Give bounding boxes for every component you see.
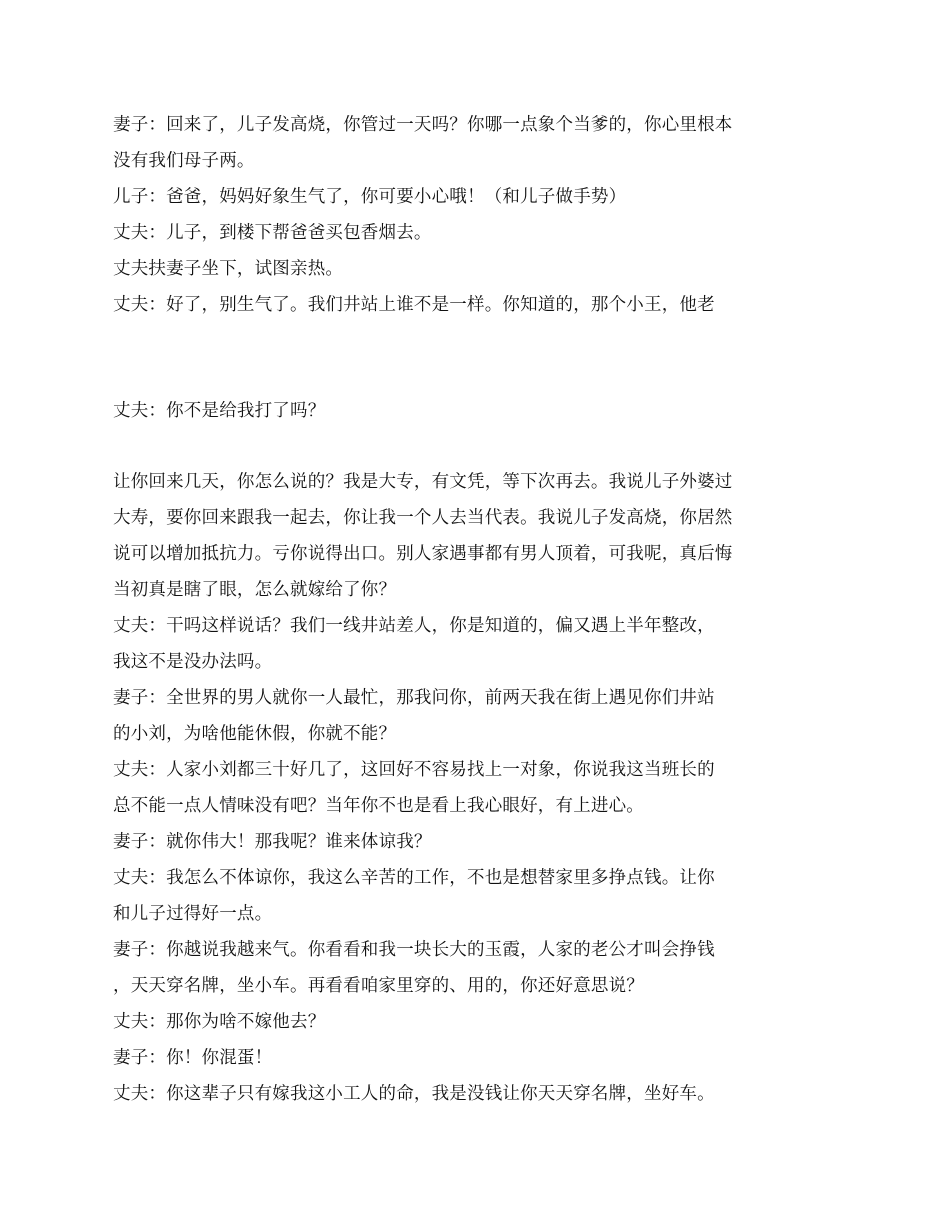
- text-line: 丈夫：你不是给我打了吗？: [113, 401, 326, 421]
- text-line: 当初真是瞎了眼，怎么就嫁给了你？: [113, 580, 397, 600]
- text-line: 妻子：你！你混蛋！: [113, 1048, 273, 1068]
- text-line: 丈夫：我怎么不体谅你，我这么辛苦的工作，不也是想替家里多挣点钱。让你: [113, 868, 715, 888]
- text-line: 妻子：全世界的男人就你一人最忙，那我问你，前两天我在街上遇见你们井站: [113, 688, 715, 708]
- text-line: 总不能一点人情味没有吧？当年你不也是看上我心眼好，有上进心。: [113, 796, 644, 816]
- text-line: 和儿子过得好一点。: [113, 904, 273, 924]
- text-line: 说可以增加抵抗力。亏你说得出口。别人家遇事都有男人顶着，可我呢，真后悔: [113, 544, 733, 564]
- text-line: 丈夫：人家小刘都三十好几了，这回好不容易找上一对象，你说我这当班长的: [113, 760, 715, 780]
- text-line: 丈夫扶妻子坐下，试图亲热。: [113, 259, 344, 279]
- text-line: 丈夫：儿子，到楼下帮爸爸买包香烟去。: [113, 223, 432, 243]
- text-line: 儿子：爸爸，妈妈好象生气了，你可要小心哦！（和儿子做手势）: [113, 187, 627, 207]
- text-line: 让你回来几天，你怎么说的？我是大专，有文凭，等下次再去。我说儿子外婆过: [113, 472, 733, 492]
- text-line: 没有我们母子两。: [113, 151, 255, 171]
- text-line: 我这不是没办法吗。: [113, 652, 273, 672]
- text-line: 妻子：你越说我越来气。你看看和我一块长大的玉霞，人家的老公才叫会挣钱: [113, 940, 715, 960]
- text-line: 丈夫：那你为啥不嫁他去？: [113, 1012, 326, 1032]
- text-line: 妻子：就你伟大！那我呢？谁来体谅我？: [113, 832, 432, 852]
- text-line: ，天天穿名牌，坐小车。再看看咱家里穿的、用的，你还好意思说？: [113, 976, 644, 996]
- text-line: 的小刘，为啥他能休假，你就不能？: [113, 724, 397, 744]
- text-line: 丈夫：干吗这样说话？我们一线井站差人，你是知道的，偏又遇上半年整改，: [113, 616, 715, 636]
- text-line: 妻子：回来了，儿子发高烧，你管过一天吗？你哪一点象个当爹的，你心里根本: [113, 115, 733, 135]
- text-line: 丈夫：好了，别生气了。我们井站上谁不是一样。你知道的，那个小王，他老: [113, 295, 715, 315]
- text-line: 丈夫：你这辈子只有嫁我这小工人的命，我是没钱让你天天穿名牌，坐好车。: [113, 1084, 715, 1104]
- text-line: 大寿，要你回来跟我一起去，你让我一个人去当代表。我说儿子发高烧，你居然: [113, 508, 733, 528]
